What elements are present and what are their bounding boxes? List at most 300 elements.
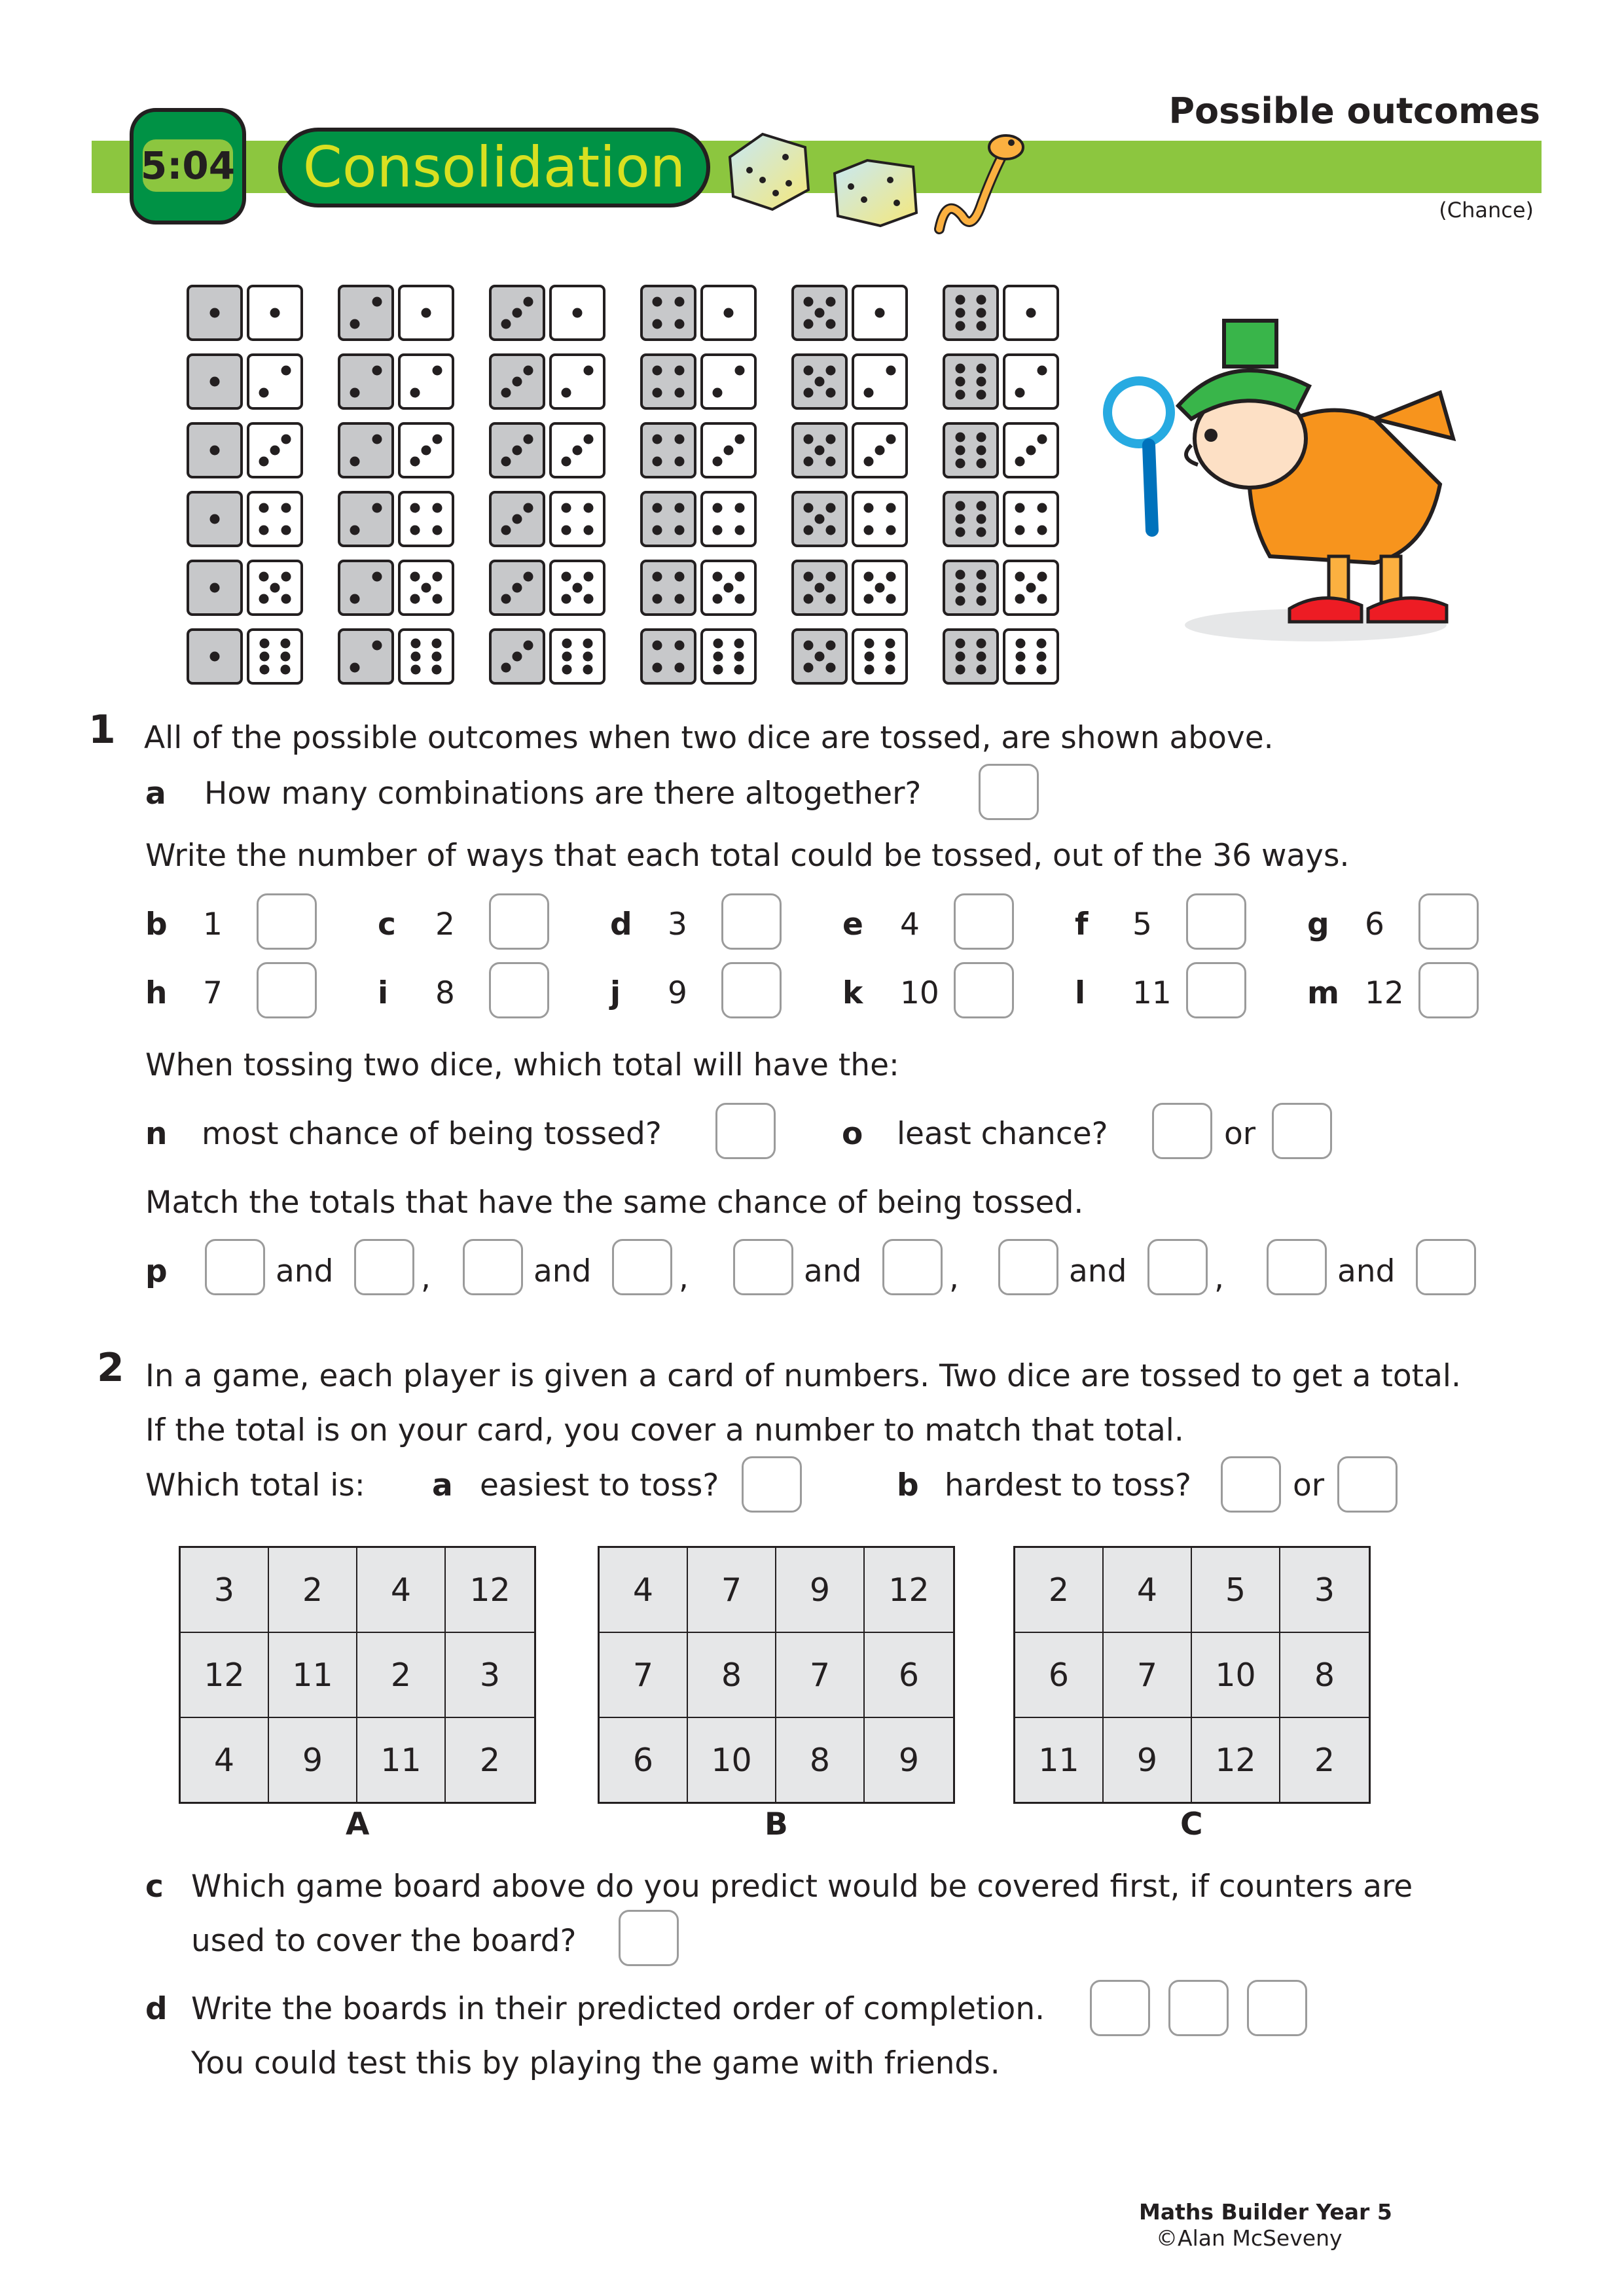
second-die — [700, 353, 757, 410]
board-cell: 2 — [1314, 1741, 1335, 1779]
pip — [734, 638, 744, 648]
q1p-pair1-box-1[interactable] — [205, 1239, 265, 1295]
q2d-answer-box-2[interactable] — [1168, 1980, 1229, 2036]
first-die — [187, 422, 243, 478]
pip — [976, 665, 986, 675]
dice-pair-4-1 — [640, 285, 761, 341]
pip — [956, 363, 965, 373]
q1a-answer-box[interactable] — [979, 764, 1039, 820]
pip — [584, 594, 594, 604]
pip — [1038, 571, 1047, 581]
q1p-pair4-box-1[interactable] — [998, 1239, 1058, 1295]
first-die — [943, 353, 999, 410]
pip — [350, 526, 359, 535]
pip — [1036, 665, 1046, 675]
pip — [583, 665, 592, 675]
q1m-total: 12 — [1365, 975, 1404, 1011]
pip — [976, 514, 986, 524]
pip — [735, 503, 745, 512]
pip — [410, 571, 420, 581]
q1p-pair2-box-2[interactable] — [612, 1239, 672, 1295]
pip — [675, 526, 685, 535]
pip — [584, 434, 594, 444]
dice-pair-6-4 — [943, 491, 1064, 547]
q1p-pair2-box-1[interactable] — [463, 1239, 523, 1295]
q2d-line2: You could test this by playing the game with friends. — [191, 2045, 1000, 2081]
q1e-answer-box[interactable] — [954, 893, 1014, 950]
second-die — [247, 285, 303, 341]
dice-pair-4-4 — [640, 491, 761, 547]
q1c-total: 2 — [435, 906, 455, 942]
q1h-total: 7 — [203, 975, 223, 1011]
second-die — [1003, 353, 1059, 410]
dice-pair-2-4 — [338, 491, 459, 547]
second-die — [852, 422, 908, 478]
board-cell: 5 — [1192, 1548, 1280, 1633]
q1p-pair3-box-1[interactable] — [733, 1239, 793, 1295]
q2b-answer-box-2[interactable] — [1337, 1456, 1398, 1513]
dice-pair-6-6 — [943, 628, 1064, 685]
q2a-label: a — [432, 1467, 453, 1503]
second-die — [700, 491, 757, 547]
board-cell: 10 — [688, 1718, 776, 1802]
first-die — [791, 560, 848, 616]
game-board-B-label: B — [765, 1806, 788, 1842]
q2d-answer-box-3[interactable] — [1247, 1980, 1307, 2036]
first-die — [489, 491, 545, 547]
first-die — [187, 628, 243, 685]
pip — [863, 526, 873, 535]
pip — [865, 652, 875, 662]
pip — [431, 652, 441, 662]
first-die — [791, 353, 848, 410]
first-die — [489, 628, 545, 685]
q1k-label: k — [842, 975, 863, 1011]
board-cell: 4 — [600, 1548, 688, 1633]
pip — [584, 365, 594, 375]
first-die — [338, 285, 394, 341]
pip — [1016, 665, 1026, 675]
pip — [562, 652, 572, 662]
first-die — [187, 560, 243, 616]
q1p-pair1-box-2[interactable] — [354, 1239, 414, 1295]
dice-pair-1-1 — [187, 285, 308, 341]
second-die — [1003, 560, 1059, 616]
pip — [350, 594, 359, 604]
q2b-text: hardest to toss? — [945, 1467, 1191, 1503]
q1p-pair3-comma: , — [949, 1260, 959, 1296]
pip — [372, 640, 382, 650]
board-cell: 7 — [600, 1633, 688, 1718]
pip — [826, 388, 836, 398]
pip — [433, 434, 442, 444]
section-code: 5:04 — [143, 139, 233, 192]
pip — [712, 594, 722, 604]
q1l-answer-box[interactable] — [1186, 962, 1246, 1018]
footer-author: ©Alan McSeveny — [1156, 2225, 1343, 2251]
pip — [1038, 503, 1047, 512]
pip — [875, 583, 885, 593]
second-die — [549, 353, 605, 410]
pip — [422, 446, 431, 456]
first-die — [338, 353, 394, 410]
pip — [1016, 638, 1026, 648]
q1n-answer-box[interactable] — [715, 1103, 776, 1159]
pip — [501, 319, 511, 329]
board-cell: 7 — [1104, 1633, 1192, 1718]
pip — [875, 308, 885, 318]
pip — [826, 434, 836, 444]
dice-pair-5-1 — [791, 285, 912, 341]
second-die — [398, 560, 454, 616]
dice-pair-2-3 — [338, 422, 459, 478]
pip — [501, 388, 511, 398]
pip — [562, 665, 572, 675]
pip — [826, 319, 836, 329]
pip — [803, 388, 813, 398]
q1p-pair4-box-2[interactable] — [1147, 1239, 1208, 1295]
q1j-answer-box[interactable] — [721, 962, 782, 1018]
pip — [259, 457, 268, 467]
pip — [976, 390, 986, 400]
second-die — [549, 628, 605, 685]
second-die — [398, 491, 454, 547]
pip — [280, 652, 290, 662]
pip — [372, 503, 382, 512]
pip — [652, 571, 662, 581]
first-die — [943, 491, 999, 547]
pip — [513, 446, 522, 456]
pip — [410, 388, 420, 398]
q1d-total: 3 — [668, 906, 687, 942]
pip — [826, 663, 836, 673]
pip — [259, 594, 268, 604]
pip — [1036, 638, 1046, 648]
pip — [281, 503, 291, 512]
pip — [735, 571, 745, 581]
pip — [735, 365, 745, 375]
pip — [815, 446, 825, 456]
pip — [1026, 583, 1036, 593]
q1g-label: g — [1307, 906, 1329, 942]
first-die — [338, 560, 394, 616]
game-board-A — [179, 1546, 536, 1804]
pip — [803, 365, 813, 375]
question-1-intro: All of the possible outcomes when two dice are tossed, are shown above. — [144, 720, 1274, 756]
pip — [411, 638, 421, 648]
q2b-answer-box-1[interactable] — [1221, 1456, 1281, 1513]
pip — [675, 663, 685, 673]
pip — [372, 365, 382, 375]
pip — [956, 295, 965, 304]
second-die — [549, 560, 605, 616]
q2c-answer-box[interactable] — [619, 1910, 679, 1966]
pip — [675, 640, 685, 650]
dice-pair-4-3 — [640, 422, 761, 478]
q1i-answer-box[interactable] — [489, 962, 549, 1018]
pip — [675, 594, 685, 604]
q1p-pair4-comma: , — [1214, 1260, 1224, 1296]
q1h-label: h — [145, 975, 168, 1011]
first-die — [943, 285, 999, 341]
pip — [815, 308, 825, 318]
pip — [584, 503, 594, 512]
pip — [713, 665, 723, 675]
pip — [524, 640, 533, 650]
pip — [259, 503, 268, 512]
dice-pair-4-5 — [640, 560, 761, 616]
pip — [410, 526, 420, 535]
pip — [675, 457, 685, 467]
second-die — [549, 422, 605, 478]
board-cell: 9 — [898, 1741, 920, 1779]
game-board-C-label: C — [1180, 1806, 1203, 1842]
board-cell: 4 — [181, 1718, 269, 1802]
q1p-pair5-box-1[interactable] — [1267, 1239, 1327, 1295]
q1b-answer-box[interactable] — [257, 893, 317, 950]
second-die — [398, 628, 454, 685]
pip — [956, 569, 965, 579]
first-die — [640, 560, 696, 616]
pip — [886, 526, 896, 535]
pip — [652, 594, 662, 604]
pip — [976, 446, 986, 456]
q1p-pair3-and: and — [804, 1253, 862, 1289]
board-cell: 3 — [1280, 1548, 1369, 1633]
dice-pair-5-4 — [791, 491, 912, 547]
first-die — [489, 285, 545, 341]
pip — [1015, 457, 1024, 467]
pip — [675, 571, 685, 581]
dice-pair-6-1 — [943, 285, 1064, 341]
pip — [433, 503, 442, 512]
second-die — [700, 560, 757, 616]
pip — [863, 571, 873, 581]
q1e-label: e — [842, 906, 863, 942]
pip — [584, 571, 594, 581]
q1m-label: m — [1307, 975, 1339, 1011]
second-die — [398, 353, 454, 410]
q1b-label: b — [145, 906, 168, 942]
pip — [573, 308, 583, 318]
second-die — [1003, 491, 1059, 547]
pip — [976, 432, 986, 442]
q2-line2: If the total is on your card, you cover a number to match that total. — [145, 1412, 1184, 1448]
pip — [1038, 526, 1047, 535]
pip — [210, 446, 220, 456]
pip — [826, 365, 836, 375]
dice-pair-2-5 — [338, 560, 459, 616]
pip — [561, 457, 571, 467]
first-die — [187, 491, 243, 547]
q2d-label: d — [145, 1991, 168, 2027]
pip — [410, 594, 420, 604]
pip — [1038, 365, 1047, 375]
pip — [735, 434, 745, 444]
pip — [976, 583, 986, 593]
pip — [675, 388, 685, 398]
q2c-label: c — [145, 1869, 164, 1905]
pip — [976, 363, 986, 373]
pip — [1015, 526, 1024, 535]
pip — [281, 365, 291, 375]
pip — [513, 377, 522, 387]
second-die — [852, 491, 908, 547]
pip — [652, 503, 662, 512]
pip — [350, 663, 359, 673]
board-cell: 9 — [269, 1718, 357, 1802]
pip — [956, 514, 965, 524]
pip — [260, 652, 270, 662]
footer-book-title: Maths Builder Year 5 — [1139, 2199, 1392, 2225]
pip — [976, 501, 986, 511]
pip — [524, 503, 533, 512]
pip — [675, 296, 685, 306]
second-die — [700, 628, 757, 685]
q1p-pair5-box-2[interactable] — [1416, 1239, 1476, 1295]
pip — [281, 571, 291, 581]
pip — [734, 652, 744, 662]
pip — [875, 446, 885, 456]
q1e-total: 4 — [900, 906, 920, 942]
pip — [270, 446, 280, 456]
second-die — [398, 285, 454, 341]
pip — [712, 526, 722, 535]
pip — [803, 434, 813, 444]
section-title: Consolidation — [278, 128, 710, 207]
q1o-label: o — [842, 1116, 863, 1152]
q1f-answer-box[interactable] — [1186, 893, 1246, 950]
second-die — [1003, 285, 1059, 341]
pip — [573, 446, 583, 456]
pip — [885, 638, 895, 648]
first-die — [489, 560, 545, 616]
q1o-answer-box-2[interactable] — [1272, 1103, 1332, 1159]
pip — [826, 526, 836, 535]
first-die — [338, 628, 394, 685]
pip — [513, 583, 522, 593]
pip — [583, 638, 592, 648]
second-die — [247, 628, 303, 685]
q1m-answer-box[interactable] — [1418, 962, 1479, 1018]
pip — [815, 377, 825, 387]
pip — [260, 665, 270, 675]
question-1-number: 1 — [88, 707, 116, 753]
q2a-text: easiest to toss? — [480, 1467, 719, 1503]
first-die — [187, 285, 243, 341]
q1p-pair1-and: and — [276, 1253, 334, 1289]
pip — [422, 308, 431, 318]
dice-pair-1-2 — [187, 353, 308, 410]
board-cell: 11 — [357, 1718, 446, 1802]
q2d-answer-box-1[interactable] — [1090, 1980, 1150, 2036]
pip — [561, 503, 571, 512]
pip — [712, 503, 722, 512]
pip — [259, 571, 268, 581]
first-die — [338, 491, 394, 547]
dice-pair-2-1 — [338, 285, 459, 341]
q1c-answer-box[interactable] — [489, 893, 549, 950]
board-cell: 4 — [357, 1548, 446, 1633]
q1g-answer-box[interactable] — [1418, 893, 1479, 950]
pip — [433, 526, 442, 535]
pip — [826, 571, 836, 581]
first-die — [943, 422, 999, 478]
pip — [976, 321, 986, 331]
pip — [956, 501, 965, 511]
q1o-answer-box-1[interactable] — [1152, 1103, 1212, 1159]
pip — [886, 365, 896, 375]
dice-pair-3-3 — [489, 422, 610, 478]
pip — [372, 434, 382, 444]
board-cell: 12 — [865, 1548, 953, 1633]
pip — [886, 503, 896, 512]
pip — [260, 638, 270, 648]
pip — [886, 434, 896, 444]
pip — [1015, 503, 1024, 512]
pip — [281, 594, 291, 604]
q1h-answer-box[interactable] — [257, 962, 317, 1018]
q1j-label: j — [610, 975, 621, 1011]
pip — [826, 594, 836, 604]
dice-pair-5-6 — [791, 628, 912, 685]
pip — [410, 457, 420, 467]
pip — [652, 640, 662, 650]
pip — [270, 583, 280, 593]
pip — [1026, 446, 1036, 456]
pip — [976, 459, 986, 469]
pip — [675, 503, 685, 512]
board-cell: 7 — [688, 1548, 776, 1633]
pip — [1038, 594, 1047, 604]
pip — [573, 583, 583, 593]
q2a-answer-box[interactable] — [742, 1456, 802, 1513]
pip — [976, 295, 986, 304]
q1p-pair2-and: and — [533, 1253, 592, 1289]
pip — [675, 365, 685, 375]
pip — [956, 596, 965, 606]
board-cell: 2 — [1015, 1548, 1104, 1633]
dice-pair-6-5 — [943, 560, 1064, 616]
pip — [1015, 388, 1024, 398]
pip — [826, 640, 836, 650]
dice-pair-4-2 — [640, 353, 761, 410]
pip — [210, 514, 220, 524]
pip — [210, 583, 220, 593]
pip — [976, 528, 986, 537]
dice-worm-illustration — [723, 118, 1031, 242]
q1p-pair3-box-2[interactable] — [882, 1239, 943, 1295]
pip — [433, 571, 442, 581]
q1d-answer-box[interactable] — [721, 893, 782, 950]
dice-pair-6-2 — [943, 353, 1064, 410]
pip — [865, 665, 875, 675]
dice-pair-1-6 — [187, 628, 308, 685]
q1k-answer-box[interactable] — [954, 962, 1014, 1018]
pip — [803, 526, 813, 535]
pip — [956, 528, 965, 537]
board-cell: 2 — [269, 1548, 357, 1633]
second-die — [398, 422, 454, 478]
second-die — [700, 422, 757, 478]
pip — [652, 526, 662, 535]
q1-match-intro: Match the totals that have the same chance of being tossed. — [145, 1185, 1084, 1221]
pip — [431, 665, 441, 675]
game-board-A-label: A — [346, 1806, 370, 1842]
pip — [735, 594, 745, 604]
first-die — [640, 422, 696, 478]
q1n-text: most chance of being tossed? — [202, 1116, 662, 1152]
